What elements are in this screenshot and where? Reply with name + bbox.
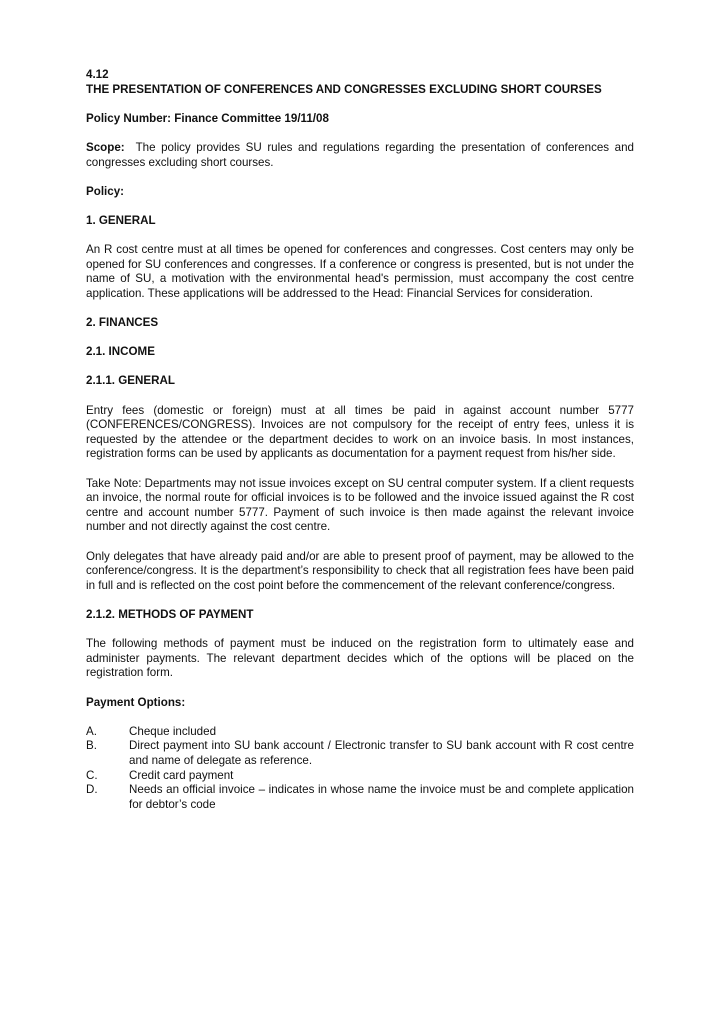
income-general-heading: 2.1.1. GENERAL xyxy=(86,374,175,388)
scope-paragraph xyxy=(86,141,634,170)
policy-number: Policy Number: Finance Committee 19/11/08 xyxy=(86,111,329,125)
list-item xyxy=(86,783,634,812)
list-item-label: B. xyxy=(86,739,97,753)
section-number: 4.12 xyxy=(86,68,109,81)
finances-heading: 2. FINANCES xyxy=(86,316,159,330)
income-general-paragraph-3: Only delegates that have already paid and/or are able to present proof of payment, may be allowed to the conference/congress. It is the department’s responsibility to check that all registration fees have been paid in full and is reflected on the cost point before the commencement of the relevant conference/congress. xyxy=(86,549,634,592)
list-item-label: A. xyxy=(86,724,97,738)
payment-options-list xyxy=(86,725,634,813)
list-item-label: C. xyxy=(86,768,98,782)
general-heading: 1. GENERAL xyxy=(86,213,156,227)
document-title: THE PRESENTATION OF CONFERENCES AND CONGRESSES EXCLUDING SHORT COURSES xyxy=(86,82,602,96)
policy-label: Policy: xyxy=(86,184,125,198)
general-paragraph: An R cost centre must at all times be opened for conferences and congresses. Cost centers may only be opened for SU conferences and congresses. If a conference or congress is presented, but is not under the name of SU, a motivation with the environmental head's permission, must accompany the cost centre application. These applications will be addressed to the Head: Financial Services for consideration. xyxy=(86,243,634,300)
income-general-paragraph-2: Take Note: Departments may not issue invoices except on SU central computer system. If a client requests an invoice, the normal route for official invoices is to be followed and the invoice issued against the R cost centre and account number 5777. Payment of such invoice is then made against the relevant invoice number and not directly against the cost centre. xyxy=(86,476,634,534)
scope-label: Scope: xyxy=(86,140,125,154)
list-item-text: Credit card payment xyxy=(129,768,234,782)
list-item xyxy=(86,725,634,740)
scope-text: The policy provides SU rules and regulations regarding the presentation of conferences and congresses excluding short courses. xyxy=(86,140,635,169)
methods-heading: 2.1.2. METHODS OF PAYMENT xyxy=(86,607,254,621)
payment-options-heading: Payment Options: xyxy=(86,695,186,709)
list-item-text: Direct payment into SU bank account / Electronic transfer to SU bank account with R cost centre and name of delegate as reference. xyxy=(129,739,634,767)
list-item xyxy=(86,739,634,768)
list-item xyxy=(86,769,634,784)
income-heading: 2.1. INCOME xyxy=(86,345,155,359)
list-item-label: D. xyxy=(86,783,98,797)
list-item-text: Cheque included xyxy=(129,724,217,738)
list-item-text: Needs an official invoice – indicates in whose name the invoice must be and complete application for debtor’s code xyxy=(129,783,634,811)
income-general-paragraph-1: Entry fees (domestic or foreign) must at all times be paid in against account number 5777 (CONFERENCES/CONGRESS). Invoices are not compulsory for the receipt of entry fees, unless it is requested by the attendee or the department decides to work on an invoice basis. In most instances, registration forms can be used by applicants as documentation for a payment request from his/her side. xyxy=(86,403,634,461)
methods-paragraph: The following methods of payment must be induced on the registration form to ultimately ease and administer payments. The relevant department decides which of the options will be placed on the registration form. xyxy=(86,637,634,680)
